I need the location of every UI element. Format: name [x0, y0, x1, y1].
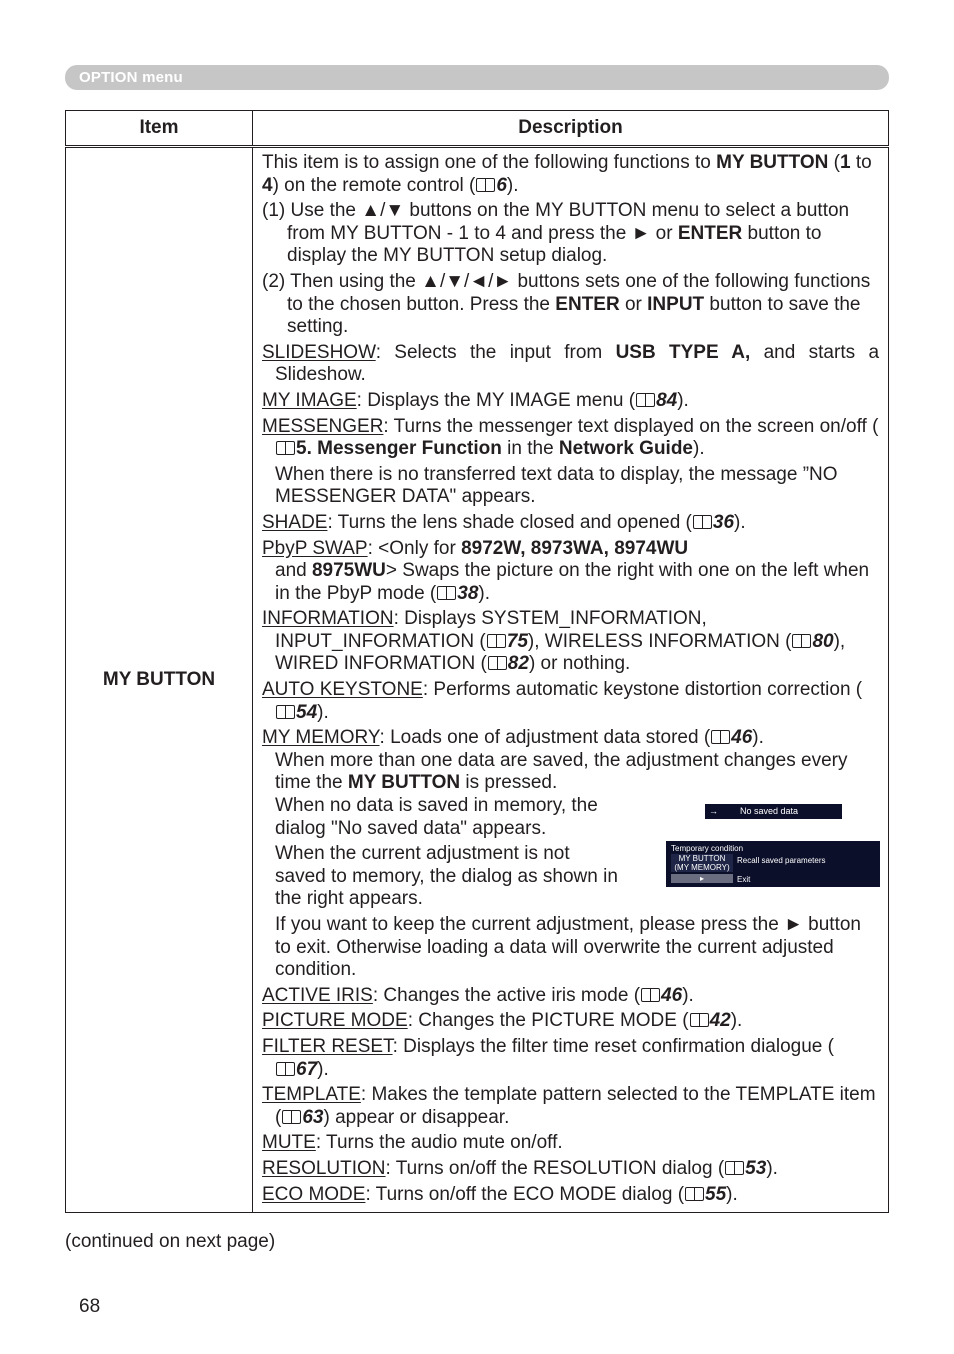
book-icon	[275, 704, 295, 719]
entry-picture-mode: PICTURE MODE: Changes the PICTURE MODE ( 42).	[262, 1010, 743, 1032]
page-ref: 38	[436, 583, 478, 604]
book-icon	[635, 392, 655, 407]
entry-template: TEMPLATE: Makes the template pattern selected to the TEMPLATE item ( 63) appear or disappear.	[262, 1084, 876, 1128]
messenger-note: When there is no transferred text data to display, the message ”NO MESSENGER DATA" appears.	[275, 463, 838, 508]
continued-note: (continued on next page)	[65, 1231, 276, 1252]
no-saved-data-text: No saved data	[740, 806, 799, 817]
entry-slideshow: SLIDESHOW: Selects the input from USB TYPE A, and starts a Slideshow.	[262, 341, 880, 386]
book-icon	[487, 655, 507, 670]
book-icon	[689, 1012, 709, 1027]
page-ref: 80	[791, 631, 833, 652]
section-header-bar	[65, 65, 889, 90]
my-memory-note-4: If you want to keep the current adjustment, please press the ► button to exit. Otherwise loading a data will overwrite the current adjusted condition.	[275, 914, 861, 981]
description-cell	[253, 147, 889, 1213]
page-ref: 36	[692, 512, 734, 533]
book-icon	[724, 1160, 744, 1175]
page-ref: 55	[684, 1184, 726, 1205]
my-memory-note-1: When more than one data are saved, the adjustment changes every time the MY BUTTON is pressed.	[275, 749, 848, 794]
dialog-title: Temporary condition	[671, 844, 744, 854]
temporary-condition-dialog	[666, 841, 880, 887]
page-ref: 5. Messenger Function	[275, 438, 502, 459]
book-icon	[692, 514, 712, 529]
dialog-my-button-label: MY BUTTON (MY MEMORY)	[671, 854, 733, 872]
book-icon	[275, 440, 295, 455]
header-item: Item	[66, 111, 253, 147]
page-ref: 53	[724, 1158, 766, 1179]
section-title: OPTION menu	[79, 69, 183, 86]
dialog-recall-option: Recall saved parameters	[737, 856, 826, 866]
book-icon	[791, 633, 811, 648]
table-row	[66, 147, 889, 1213]
book-icon	[475, 177, 495, 192]
book-icon	[684, 1186, 704, 1201]
entry-auto-keystone: AUTO KEYSTONE: Performs automatic keystone distortion correction (54).	[262, 679, 863, 723]
page-ref: 54	[275, 702, 317, 723]
book-icon	[640, 987, 660, 1002]
entry-mute: MUTE: Turns the audio mute on/off.	[262, 1132, 563, 1154]
page-ref: 84	[635, 390, 677, 411]
book-icon	[710, 729, 730, 744]
step-1: (1) Use the ▲/▼ buttons on the MY BUTTON menu to select a button from MY BUTTON - 1 to 4 and press the ► or ENTER button to display the MY BUTTON setup dialog.	[262, 200, 850, 267]
table-header-row	[66, 111, 889, 147]
entry-information: INFORMATION: Displays SYSTEM_INFORMATION, INPUT_INFORMATION ( 75), WIRELESS INFORMATION ( 80), WIRED INFORMATION ( 82) or nothing.	[262, 608, 846, 675]
item-name: MY BUTTON	[66, 147, 253, 1213]
page-number: 68	[79, 1296, 101, 1317]
page-ref: 75	[486, 631, 528, 652]
option-menu-table	[65, 110, 889, 1213]
entry-messenger: MESSENGER: Turns the messenger text displayed on the screen on/off (5. Messenger Function in the Network Guide).	[262, 415, 879, 460]
book-icon	[275, 1061, 295, 1076]
my-memory-note-2: When no data is saved in memory, the dialog "No saved data" appears. → No saved data	[262, 795, 879, 840]
page-ref: 63	[281, 1107, 323, 1128]
header-description: Description	[253, 111, 889, 147]
entry-active-iris: ACTIVE IRIS: Changes the active iris mode ( 46).	[262, 984, 694, 1006]
step-2: (2) Then using the ▲/▼/◄/► buttons sets one of the following functions to the chosen button. Press the ENTER or INPUT button to save the setting.	[262, 270, 871, 338]
page-ref: 42	[689, 1010, 731, 1031]
book-icon	[436, 585, 456, 600]
dialog-selector: ▸	[671, 874, 733, 883]
entry-shade: SHADE: Turns the lens shade closed and opened ( 36).	[262, 511, 746, 533]
book-icon	[486, 633, 506, 648]
page-ref: 46	[710, 727, 752, 748]
entry-eco-mode: ECO MODE: Turns on/off the ECO MODE dialog ( 55).	[262, 1183, 738, 1205]
entry-filter-reset: FILTER RESET: Displays the filter time reset confirmation dialogue (67).	[262, 1035, 834, 1080]
my-memory-note-3: When the current adjustment is not saved to memory, the dialog as shown in the right appears. Temporary condition MY BUTTON (MY MEMORY) ▸ Recall saved parameters Exit	[262, 843, 879, 911]
book-icon	[281, 1109, 301, 1124]
entry-my-image: MY IMAGE: Displays the MY IMAGE menu ( 84).	[262, 389, 689, 411]
intro-paragraph: This item is to assign one of the following functions to MY BUTTON (1 to 4) on the remote control ( 6).	[262, 152, 872, 196]
page-ref: 6	[475, 175, 507, 196]
entry-resolution: RESOLUTION: Turns on/off the RESOLUTION dialog ( 53).	[262, 1157, 778, 1179]
page-ref: 82	[487, 653, 529, 674]
dialog-exit-option: Exit	[737, 875, 751, 885]
page-ref: 67	[275, 1059, 317, 1080]
no-saved-data-dialog	[705, 804, 842, 819]
entry-pbyp-swap: PbyP SWAP: <Only for 8972W, 8973WA, 8974WU and 8975WU> Swaps the picture on the right with one on the left when in the PbyP mode ( 38).	[262, 537, 870, 604]
enter-arrow-icon: →	[709, 806, 718, 817]
entry-my-memory: MY MEMORY: Loads one of adjustment data stored ( 46).	[262, 727, 764, 749]
page-ref: 46	[640, 985, 682, 1006]
